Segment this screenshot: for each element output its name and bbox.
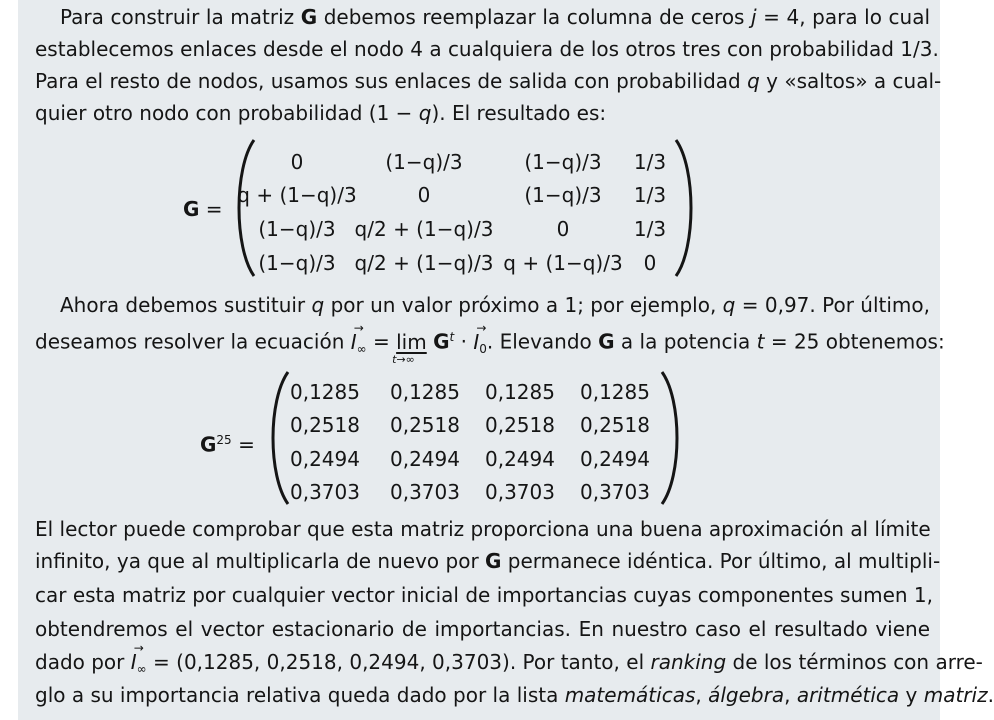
matrix-g-cell-r2-c1: q + (1−q)/3: [237, 183, 357, 207]
vector-i-infinity-result: → $I_\infty$: [130, 641, 147, 676]
paragraph-3-line-2: infinito, ya que al multiplicarla de nuevo por G permanece idéntica. Por último, al multipli-: [35, 549, 941, 573]
matrix-g-cell-r3-c4: 1/3: [633, 217, 667, 241]
matrix-g25-cell-r4-c3: 0,3703: [485, 480, 555, 504]
paragraph-1-line-4: quier otro nodo con probabilidad (1 − q). El resultado es:: [35, 101, 607, 125]
matrix-g25-cell-r4-c1: 0,3703: [290, 480, 360, 504]
matrix-g25-cell-r2-c4: 0,2518: [580, 413, 650, 437]
matrix-g-cell-r1-c4: 1/3: [633, 150, 667, 174]
vector-i-infinity: → $I_\infty$: [350, 320, 367, 356]
matrix-g-cell-r3-c1: (1−q)/3: [258, 217, 336, 241]
paragraph-3-line-1: El lector puede comprobar que esta matriz proporciona una buena aproximación al límite: [35, 517, 931, 541]
paragraph-3-line-5: dado por → $I_\infty = (0,1285$, 0,2518, 0,2494, 0,3703). Por tanto, el ranking de los términos con arre-: [35, 647, 930, 684]
vector-i-zero: → $I_0$: [473, 320, 487, 356]
paragraph-2-line-1: Ahora debemos sustituir q por un valor próximo a 1; por ejemplo, q = 0,97. Por último,: [60, 293, 930, 317]
matrix-g25-cell-r1-c3: 0,1285: [485, 380, 555, 404]
paragraph-2-line-2: deseamos resolver la ecuación → $I_\infty = \lim$ t→∞ $G^t$ · → $I_0$. Elevando G a la potencia t = 25 obtenemos:: [35, 320, 945, 366]
matrix-g25-cell-r3-c3: 0,2494: [485, 447, 555, 471]
matrix-g-cell-r4-c3: q + (1−q)/3: [503, 251, 623, 275]
matrix-g25-cell-r1-c4: 0,1285: [580, 380, 650, 404]
matrix-g25-cell-r2-c1: 0,2518: [290, 413, 360, 437]
matrix-g25-label: $G^{25}$ =: [200, 432, 255, 457]
matrix-g-cell-r1-c3: (1−q)/3: [524, 150, 602, 174]
matrix-g25-cell-r4-c2: 0,3703: [390, 480, 460, 504]
matrix-g-cell-r2-c2: 0: [417, 183, 431, 207]
matrix-g-cell-r3-c3: 0: [556, 217, 570, 241]
matrix-g25-cell-r3-c2: 0,2494: [390, 447, 460, 471]
paragraph-3-line-3: car esta matriz por cualquier vector inicial de importancias cuyas componentes sumen 1,: [35, 583, 934, 607]
matrix-g-cell-r4-c1: (1−q)/3: [258, 251, 336, 275]
matrix-g25-cell-r1-c1: 0,1285: [290, 380, 360, 404]
matrix-g-cell-r4-c4: 0: [643, 251, 657, 275]
paragraph-1-line-3: Para el resto de nodos, usamos sus enlaces de salida con probabilidad q y «saltos» a cual-: [35, 69, 942, 93]
matrix-g25-cell-r4-c4: 0,3703: [580, 480, 650, 504]
paragraph-1-line-1: Para construir la matriz G debemos reemplazar la columna de ceros j = 4, para lo cual: [60, 5, 931, 29]
paragraph-3-line-4: obtendremos el vector estacionario de importancias. En nuestro caso el resultado viene: [35, 617, 930, 641]
matrix-g-cell-r2-c3: (1−q)/3: [524, 183, 602, 207]
paragraph-1-line-2: establecemos enlaces desde el nodo 4 a cualquiera de los otros tres con probabilidad 1/3.: [35, 37, 939, 61]
limit-operator: lim t→∞: [392, 329, 427, 366]
matrix-g-cell-r1-c2: (1−q)/3: [385, 150, 463, 174]
matrix-g-cell-r4-c2: q/2 + (1−q)/3: [354, 251, 494, 275]
matrix-g25-cell-r2-c2: 0,2518: [390, 413, 460, 437]
paragraph-3-line-6: glo a su importancia relativa queda dado por la lista matemáticas, álgebra, aritmética y matriz.: [35, 683, 994, 707]
matrix-g-label: G =: [183, 197, 223, 221]
matrix-g-cell-r2-c4: 1/3: [633, 183, 667, 207]
matrix-g-cell-r1-c1: 0: [290, 150, 304, 174]
matrix-g25-cell-r1-c2: 0,1285: [390, 380, 460, 404]
matrix-g25-cell-r3-c4: 0,2494: [580, 447, 650, 471]
matrix-g-cell-r3-c2: q/2 + (1−q)/3: [354, 217, 494, 241]
matrix-g25-cell-r2-c3: 0,2518: [485, 413, 555, 437]
matrix-g25-cell-r3-c1: 0,2494: [290, 447, 360, 471]
